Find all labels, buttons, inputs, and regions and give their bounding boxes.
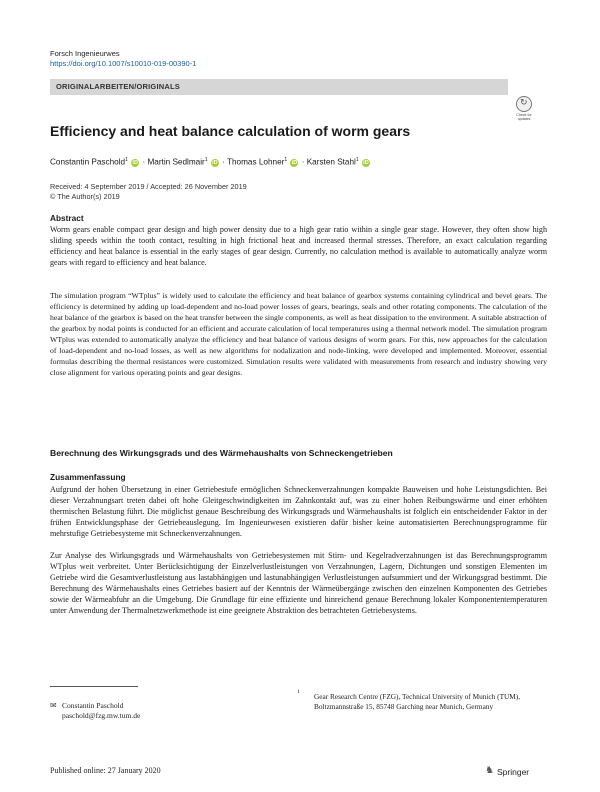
author-name[interactable]: Martin Sedlmair	[147, 157, 205, 167]
footnote-rule	[50, 686, 138, 687]
affiliation: Gear Research Centre (FZG), Technical University of Munich (TUM), Boltzmannstraße 15, 85748 Garching near Munich, Germany	[314, 692, 521, 711]
zusammenfassung-paragraph-1: Aufgrund der hohen Übersetzung in einer Getriebestufe ermöglichen Schneckenverzahnungen kompakte Bauweisen und hohe Leistungsdichten. Bei dieser Verzahnungsart treten dabei oft hohe Gleitgeschwindigkeiten im Zahnkontakt auf, was zu einer hohen Reibungswärme und einer erhöhten thermischen Belastung führt. Die möglichst genaue Beschreibung des Wirkungsgrads und Wärmehaushalts ist folglich ein entscheidender Faktor in der frühen Entwicklungsphase der Getriebeauslegung. Im Ingenieurwesen existieren dafür bisher keine automatisierten Berechnungsprogramme für mehrstufige Getriebesysteme mit Schneckenverzahnungen.	[50, 485, 547, 539]
affiliation-number: 1	[297, 689, 300, 695]
author-affiliation: 1	[204, 157, 208, 163]
email-icon: ✉	[50, 701, 57, 710]
german-title: Berechnung des Wirkungsgrads und des Wärmehaushalts von Schneckengetrieben	[50, 448, 393, 458]
author-name[interactable]: Karsten Stahl	[306, 157, 356, 167]
orcid-icon[interactable]: iD	[363, 159, 369, 166]
abstract-paragraph-1: Worm gears enable compact gear design and high power density due to a high gear ratio within a single gear stage. However, they often show high sliding speeds within the tooth contact, resulting in high frictional heat and increased thermal stresses. Therefore, an exact calculation regarding efficiency and heat balance is essential in the early stages of gear design. Currently, no calculation method is available to automatically analyze worm gears with regard to efficiency and heat balance.	[50, 225, 547, 268]
journal-name: Forsch Ingenieurwes	[50, 49, 120, 58]
copyright: © The Author(s) 2019	[50, 191, 120, 201]
author-name[interactable]: Thomas Lohner	[227, 157, 285, 167]
abstract-paragraph-2: The simulation program “WTplus” is widely used to calculate the efficiency and heat balance of gearbox systems containing cylindrical and bevel gears. The efficiency is determined by adding up load-dependent and no-load power losses of gears, bearings, seals and other rotating components. The calculation of the heat balance of the gearbox is based on the heat transfer between the single components, as well as heat dissipation to the environment. A suitable abstraction of the gearbox by nodal points is conducted for an efficient and accurate calculation of local temperatures using a thermal network model. The simulation program WTplus was extended to automatically analyze the efficiency and heat balance of various designs of worm gears. For this, new approaches for the calculation of load-dependent and no-load losses, as well as new algorithms for nodalization and node-linking, were developed and implemented. Moreover, essential formulas describing the thermal resistances were customized. Simulation results were validated with measurements from research and industry showing very close alignment for various operating points and gear designs.	[50, 291, 547, 378]
corresponding-author: Constantin Paschold	[62, 701, 124, 710]
author-list: Constantin Paschold$^1$ iD · Martin Sedlmair$^1$ iD · Thomas Lohner$^1$ iD · Karsten Stahl$^1$ iD	[50, 157, 369, 167]
springer-horse-icon: ♞	[485, 765, 494, 776]
check-updates-mark: ↻	[520, 98, 528, 108]
orcid-icon[interactable]: iD	[212, 159, 218, 166]
check-updates-label[interactable]: Check for updates	[516, 113, 532, 121]
publisher-logo: Springer	[497, 767, 530, 777]
category-label: ORIGINALARBEITEN/ORIGINALS	[56, 82, 180, 91]
author-affiliation: 1	[125, 157, 128, 163]
corresponding-email[interactable]: paschold@fzg.mw.tum.de	[62, 711, 141, 720]
article-dates	[50, 182, 247, 201]
author-affiliation: 1	[355, 157, 359, 163]
author-affiliation: 1	[284, 157, 288, 163]
zusammenfassung-heading: Zusammenfassung	[50, 472, 126, 482]
received-accepted: Received: 4 September 2019 / Accepted: 26 November 2019	[50, 182, 247, 191]
orcid-icon[interactable]: iD	[291, 159, 298, 166]
orcid-icon[interactable]: iD	[132, 159, 138, 166]
published-online: Published online: 27 January 2020	[50, 766, 161, 775]
zusammenfassung-paragraph-2: Zur Analyse des Wirkungsgrads und Wärmehaushalts von Getriebesystemen mit Stirn- und Kegelradverzahnungen ist das Berechnungsprogramm WTplus weit verbreitet. Unter Berücksichtigung der Einzelverlustleistungen von Verzahnungen, Lagern, Dichtungen und sonstigen Elementen im Getriebe wird die Gesamtverlustleistung aus lastabhängigen und lastunabhängigen Verlustleistungen aufsummiert und der Wirkungsgrad bestimmt. Die Berechnung des Wärmehaushalts eines Getriebes basiert auf der Kenntnis der Wärmeübergänge zwischen den einzelnen Komponenten des Getriebes sowie der Wärmeabfuhr an die Umgebung. Die Grundlage für eine effiziente und hinreichend genaue Berechnung lokaler Komponententemperaturen unter Anwendung der Thermalnetzwerkmethode ist eine geeignete Abstraktion des betrachteten Getriebesystems.	[50, 551, 547, 616]
abstract-heading: Abstract	[50, 213, 84, 223]
author-name[interactable]: Constantin Paschold	[50, 157, 126, 167]
article-title: Efficiency and heat balance calculation of worm gears	[50, 123, 411, 139]
doi-link[interactable]: https://doi.org/10.1007/s10010-019-00390-1	[50, 59, 197, 68]
